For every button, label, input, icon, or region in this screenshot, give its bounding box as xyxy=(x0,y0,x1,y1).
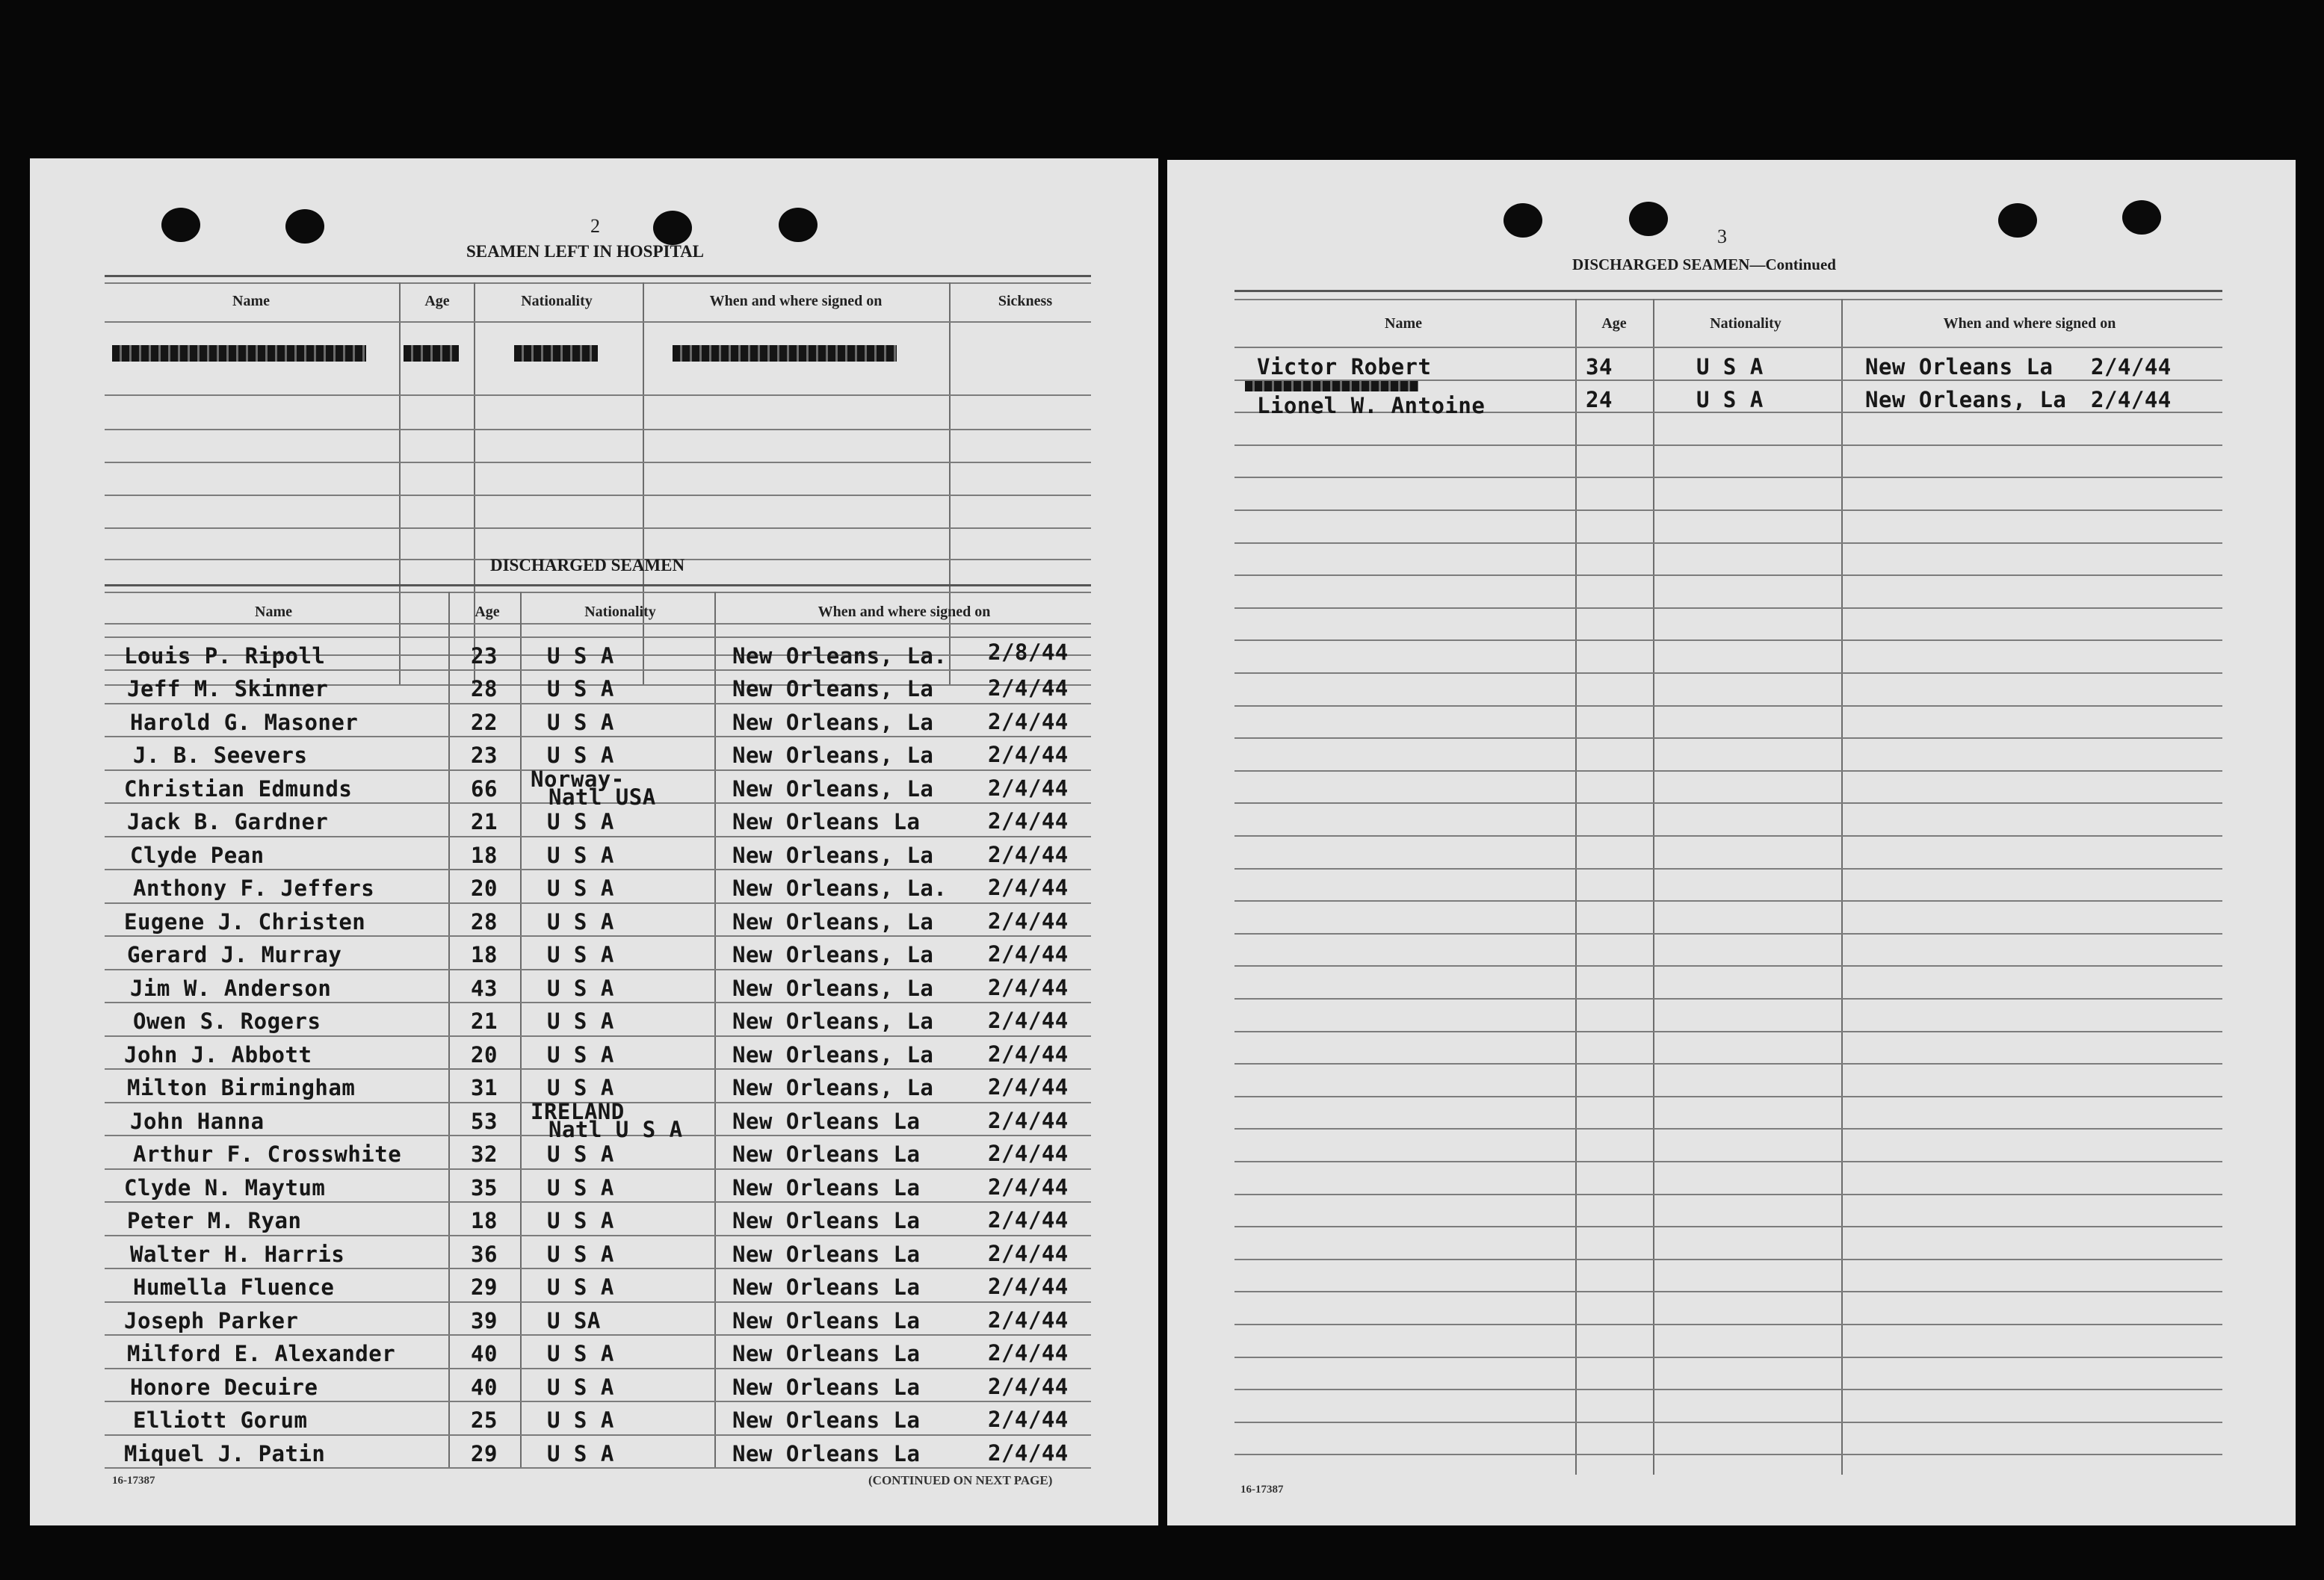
seaman-nationality: U S A xyxy=(547,1341,614,1366)
seaman-nationality: U S A xyxy=(547,909,614,935)
binder-hole xyxy=(285,209,324,244)
seaman-age: 23 xyxy=(471,743,498,768)
seaman-nationality: IRELAND xyxy=(531,1099,625,1124)
discharged-row xyxy=(30,636,1158,671)
signed-on-date: 2/4/44 xyxy=(988,1174,1069,1200)
signed-on-place: New Orleans La xyxy=(732,1109,921,1134)
signed-on-date: 2/4/44 xyxy=(988,1041,1069,1067)
seaman-nationality: U S A xyxy=(547,1407,614,1433)
seaman-name: Eugene J. Christen xyxy=(124,909,366,935)
seaman-nationality: U S A xyxy=(547,843,614,868)
hospital-col-sickness: Sickness xyxy=(998,293,1053,309)
seaman-age: 18 xyxy=(471,843,498,868)
right-page xyxy=(1167,160,2296,1525)
seaman-name: Peter M. Ryan xyxy=(127,1208,302,1233)
discharged-row xyxy=(30,669,1158,704)
ruled-line xyxy=(1234,639,2222,641)
seaman-nationality: U S A xyxy=(547,942,614,967)
seaman-name: Arthur F. Crosswhite xyxy=(133,1141,402,1167)
signed-on-place: New Orleans, La xyxy=(732,743,934,768)
ruled-line xyxy=(105,321,1091,323)
seaman-name: Milford E. Alexander xyxy=(127,1341,396,1366)
discharged-row xyxy=(30,1068,1158,1103)
seaman-nationality: U S A xyxy=(547,1042,614,1068)
discharged-row xyxy=(30,1201,1158,1236)
ruled-line xyxy=(1234,1063,2222,1065)
seaman-nationality: U S A xyxy=(547,1208,614,1233)
ruled-line xyxy=(1234,1357,2222,1358)
ruled-line xyxy=(105,394,1091,396)
binder-hole xyxy=(2122,200,2161,235)
signed-on-date: 2/4/44 xyxy=(988,775,1069,801)
column-divider xyxy=(1841,299,1843,1475)
seaman-name: Anthony F. Jeffers xyxy=(133,876,375,901)
ruled-line xyxy=(1234,965,2222,967)
seaman-name: J. B. Seevers xyxy=(133,743,308,768)
signed-on-place: New Orleans La xyxy=(732,1274,921,1300)
ruled-line xyxy=(105,527,1091,529)
seaman-nationality: Norway- xyxy=(531,766,625,792)
form-number: 16-17387 xyxy=(112,1475,155,1487)
seaman-name: Miquel J. Patin xyxy=(124,1441,326,1466)
continued-note: (CONTINUED ON NEXT PAGE) xyxy=(868,1473,1053,1487)
discharged-row xyxy=(30,1268,1158,1302)
discharged-row xyxy=(1167,347,2296,381)
hospital-col-name: Name xyxy=(232,293,270,309)
binder-hole xyxy=(1504,203,1542,238)
ruled-line xyxy=(1234,900,2222,902)
ruled-line xyxy=(1234,705,2222,707)
seaman-age: 20 xyxy=(471,1042,498,1068)
discharged-row xyxy=(30,703,1158,737)
seaman-age: 28 xyxy=(471,676,498,701)
signed-on-place: New Orleans, La xyxy=(732,1075,934,1100)
ruled-line xyxy=(1234,1096,2222,1097)
seaman-name: Lionel W. Antoine xyxy=(1257,393,1486,418)
signed-on-date: 2/4/44 xyxy=(988,1141,1069,1166)
discharged-row xyxy=(30,1368,1158,1402)
ruled-line xyxy=(1234,1291,2222,1292)
seaman-age: 18 xyxy=(471,942,498,967)
seaman-age: 20 xyxy=(471,876,498,901)
seaman-age: 35 xyxy=(471,1175,498,1201)
seaman-name: Honore Decuire xyxy=(130,1375,318,1400)
seaman-nationality: U S A xyxy=(547,1175,614,1201)
seaman-age: 40 xyxy=(471,1341,498,1366)
seaman-name: Gerard J. Murray xyxy=(127,942,342,967)
hospital-section-title: SEAMEN LEFT IN HOSPITAL xyxy=(466,242,705,261)
seaman-name: Clyde N. Maytum xyxy=(124,1175,326,1201)
ruled-line xyxy=(1234,444,2222,446)
discharged-col-signed-on: When and where signed on xyxy=(818,604,991,620)
column-divider xyxy=(1653,299,1654,1475)
seaman-name: Walter H. Harris xyxy=(130,1242,345,1267)
discharged-col-nationality: Nationality xyxy=(584,604,656,620)
seaman-nationality: U S A xyxy=(547,1141,614,1167)
col-age: Age xyxy=(1601,315,1627,332)
signed-on-place: New Orleans, La xyxy=(1865,387,2067,412)
signed-on-date: 2/4/44 xyxy=(988,1241,1069,1266)
ruled-line xyxy=(1234,933,2222,935)
seaman-name: Elliott Gorum xyxy=(133,1407,308,1433)
ruled-line xyxy=(1234,542,2222,544)
col-signed-on: When and where signed on xyxy=(1943,315,2116,332)
ruled-line xyxy=(105,429,1091,430)
seaman-age: 40 xyxy=(471,1375,498,1400)
signed-on-place: New Orleans, La xyxy=(732,676,934,701)
discharged-row xyxy=(30,1035,1158,1070)
seaman-nationality: U SA xyxy=(547,1308,601,1333)
discharged-row xyxy=(30,736,1158,770)
seaman-name: Jack B. Gardner xyxy=(127,809,329,834)
discharged-row xyxy=(30,1301,1158,1336)
ruled-line xyxy=(1234,802,2222,804)
discharged-row xyxy=(30,1401,1158,1435)
col-name: Name xyxy=(1385,315,1422,332)
discharged-section-title: DISCHARGED SEAMEN xyxy=(490,556,685,574)
signed-on-place: New Orleans, La xyxy=(732,776,934,802)
seaman-nationality: U S A xyxy=(547,1009,614,1034)
seaman-age: 24 xyxy=(1586,387,1613,412)
ruled-line xyxy=(1234,1194,2222,1195)
signed-on-date: 2/4/44 xyxy=(988,1374,1069,1399)
seaman-name: Owen S. Rogers xyxy=(133,1009,321,1034)
signed-on-date: 2/4/44 xyxy=(988,908,1069,934)
seaman-nationality: U S A xyxy=(547,976,614,1001)
signed-on-place: New Orleans, La. xyxy=(732,643,948,669)
signed-on-date: 2/4/44 xyxy=(988,1307,1069,1333)
discharged-row xyxy=(30,869,1158,903)
ruled-line xyxy=(1234,1389,2222,1390)
signed-on-place: New Orleans, La xyxy=(732,710,934,735)
seaman-age: 23 xyxy=(471,643,498,669)
seaman-name: Jim W. Anderson xyxy=(130,976,332,1001)
signed-on-date: 2/4/44 xyxy=(988,1440,1069,1466)
signed-on-date: 2/4/44 xyxy=(988,941,1069,967)
seaman-nationality-line2: Natl U S A xyxy=(548,1117,683,1142)
seaman-age: 31 xyxy=(471,1075,498,1100)
ruled-line xyxy=(1234,1422,2222,1423)
seaman-nationality: U S A xyxy=(547,710,614,735)
ruled-line xyxy=(1234,835,2222,837)
left-page xyxy=(30,158,1158,1525)
signed-on-place: New Orleans, La xyxy=(732,843,934,868)
redacted-age xyxy=(404,345,459,362)
section-title: DISCHARGED SEAMEN—Continued xyxy=(1572,255,1836,273)
seaman-age: 29 xyxy=(471,1441,498,1466)
seaman-age: 28 xyxy=(471,909,498,935)
binder-hole xyxy=(161,208,200,242)
signed-on-date: 2/4/44 xyxy=(988,808,1069,834)
discharged-row xyxy=(30,935,1158,970)
signed-on-place: New Orleans La xyxy=(732,1375,921,1400)
ruled-line xyxy=(105,462,1091,463)
seaman-age: 36 xyxy=(471,1242,498,1267)
signed-on-date: 2/4/44 xyxy=(988,842,1069,867)
signed-on-date: 2/4/44 xyxy=(988,675,1069,701)
ruled-line xyxy=(1234,737,2222,739)
discharged-row xyxy=(30,1334,1158,1369)
seaman-name: Louis P. Ripoll xyxy=(124,643,326,669)
seaman-name: John Hanna xyxy=(130,1109,265,1134)
seaman-nationality: U S A xyxy=(547,743,614,768)
signed-on-place: New Orleans, La xyxy=(732,1009,934,1034)
page-number: 3 xyxy=(1717,226,1727,247)
seaman-nationality: U S A xyxy=(547,643,614,669)
ruled-line xyxy=(1234,1259,2222,1260)
struck-out-entry xyxy=(1245,381,1418,391)
discharged-row xyxy=(30,1434,1158,1469)
binder-hole xyxy=(653,211,692,245)
signed-on-place: New Orleans La xyxy=(732,1175,921,1201)
seaman-age: 25 xyxy=(471,1407,498,1433)
binder-hole xyxy=(779,208,818,242)
seaman-nationality: U S A xyxy=(547,1242,614,1267)
discharged-row xyxy=(30,1099,1158,1142)
discharged-row xyxy=(30,1235,1158,1269)
signed-on-date: 2/4/44 xyxy=(2091,387,2172,412)
discharged-row xyxy=(30,1135,1158,1169)
redacted-name xyxy=(112,345,366,362)
ruled-line xyxy=(1234,1324,2222,1325)
signed-on-place: New Orleans La xyxy=(732,1441,921,1466)
signed-on-place: New Orleans, La xyxy=(732,1042,934,1068)
seaman-nationality: U S A xyxy=(1696,387,1764,412)
signed-on-date: 2/4/44 xyxy=(988,709,1069,734)
seaman-age: 29 xyxy=(471,1274,498,1300)
signed-on-place: New Orleans La xyxy=(732,1407,921,1433)
seaman-name: Harold G. Masoner xyxy=(130,710,359,735)
col-nationality: Nationality xyxy=(1710,315,1781,332)
ruled-line xyxy=(1234,607,2222,609)
binder-hole xyxy=(1629,202,1668,236)
redacted-signed-on xyxy=(673,345,897,362)
ruled-line xyxy=(105,623,1091,625)
seaman-name: Christian Edmunds xyxy=(124,776,353,802)
seaman-nationality: U S A xyxy=(547,676,614,701)
seaman-age: 53 xyxy=(471,1109,498,1134)
hospital-col-signed-on: When and where signed on xyxy=(709,293,883,309)
seaman-name: Humella Fluence xyxy=(133,1274,335,1300)
signed-on-date: 2/4/44 xyxy=(988,875,1069,900)
signed-on-place: New Orleans La xyxy=(732,809,921,834)
signed-on-place: New Orleans La xyxy=(732,1242,921,1267)
signed-on-date: 2/4/44 xyxy=(988,1008,1069,1033)
seaman-age: 32 xyxy=(471,1141,498,1167)
signed-on-date: 2/4/44 xyxy=(988,742,1069,767)
discharged-col-name: Name xyxy=(255,604,292,620)
redacted-nationality xyxy=(514,345,598,362)
signed-on-date: 2/4/44 xyxy=(988,975,1069,1000)
signed-on-date: 2/4/44 xyxy=(988,1108,1069,1133)
ruled-line xyxy=(1234,1161,2222,1162)
seaman-nationality: U S A xyxy=(547,1375,614,1400)
seaman-age: 21 xyxy=(471,1009,498,1034)
signed-on-date: 2/4/44 xyxy=(988,1207,1069,1233)
page-number: 2 xyxy=(590,215,600,237)
discharged-row xyxy=(30,802,1158,837)
signed-on-date: 2/4/44 xyxy=(988,1407,1069,1432)
discharged-row xyxy=(30,969,1158,1003)
seaman-name: Milton Birmingham xyxy=(127,1075,356,1100)
discharged-row xyxy=(30,766,1158,810)
seaman-age: 22 xyxy=(471,710,498,735)
seaman-name: Joseph Parker xyxy=(124,1308,299,1333)
seaman-age: 39 xyxy=(471,1308,498,1333)
ruled-line xyxy=(1234,672,2222,674)
seaman-age: 18 xyxy=(471,1208,498,1233)
signed-on-place: New Orleans La xyxy=(732,1341,921,1366)
signed-on-place: New Orleans La xyxy=(732,1141,921,1167)
seaman-nationality-line2: Natl USA xyxy=(548,784,656,810)
seaman-name: Victor Robert xyxy=(1257,354,1432,379)
discharged-row xyxy=(30,902,1158,937)
signed-on-date: 2/4/44 xyxy=(988,1274,1069,1299)
discharged-row xyxy=(30,1168,1158,1203)
seaman-age: 21 xyxy=(471,809,498,834)
signed-on-place: New Orleans La xyxy=(1865,354,2053,379)
signed-on-place: New Orleans La xyxy=(732,1208,921,1233)
ruled-line xyxy=(1234,770,2222,772)
signed-on-place: New Orleans La xyxy=(732,1308,921,1333)
seaman-nationality: U S A xyxy=(547,1075,614,1100)
hospital-col-age: Age xyxy=(424,293,450,309)
hospital-col-nationality: Nationality xyxy=(521,293,593,309)
discharged-row xyxy=(30,1002,1158,1036)
discharged-row xyxy=(30,836,1158,870)
ruled-line xyxy=(105,495,1091,496)
signed-on-date: 2/4/44 xyxy=(2091,354,2172,379)
seaman-nationality: U S A xyxy=(1696,354,1764,379)
ruled-line xyxy=(1234,868,2222,870)
ruled-line xyxy=(1234,509,2222,511)
signed-on-place: New Orleans, La. xyxy=(732,876,948,901)
signed-on-place: New Orleans, La xyxy=(732,942,934,967)
seaman-nationality: U S A xyxy=(547,1274,614,1300)
seaman-nationality: U S A xyxy=(547,1441,614,1466)
signed-on-place: New Orleans, La xyxy=(732,976,934,1001)
ruled-line xyxy=(1234,574,2222,576)
seaman-age: 34 xyxy=(1586,354,1613,379)
signed-on-date: 2/4/44 xyxy=(988,1340,1069,1366)
discharged-col-age: Age xyxy=(475,604,500,620)
ruled-line xyxy=(1234,1226,2222,1227)
signed-on-place: New Orleans, La xyxy=(732,909,934,935)
ruled-line xyxy=(1234,1454,2222,1455)
ruled-line xyxy=(1234,1031,2222,1032)
seaman-age: 66 xyxy=(471,776,498,802)
seaman-name: Clyde Pean xyxy=(130,843,265,868)
signed-on-date: 2/8/44 xyxy=(988,639,1069,665)
column-divider xyxy=(1575,299,1577,1475)
seaman-name: John J. Abbott xyxy=(124,1042,312,1068)
form-number: 16-17387 xyxy=(1240,1484,1284,1496)
seaman-age: 43 xyxy=(471,976,498,1001)
ruled-line xyxy=(1234,477,2222,478)
ruled-line xyxy=(1234,998,2222,1000)
seaman-name: Jeff M. Skinner xyxy=(127,676,329,701)
ruled-line xyxy=(1234,1128,2222,1130)
binder-hole xyxy=(1998,203,2037,238)
signed-on-date: 2/4/44 xyxy=(988,1074,1069,1100)
seaman-nationality: U S A xyxy=(547,809,614,834)
seaman-nationality: U S A xyxy=(547,876,614,901)
